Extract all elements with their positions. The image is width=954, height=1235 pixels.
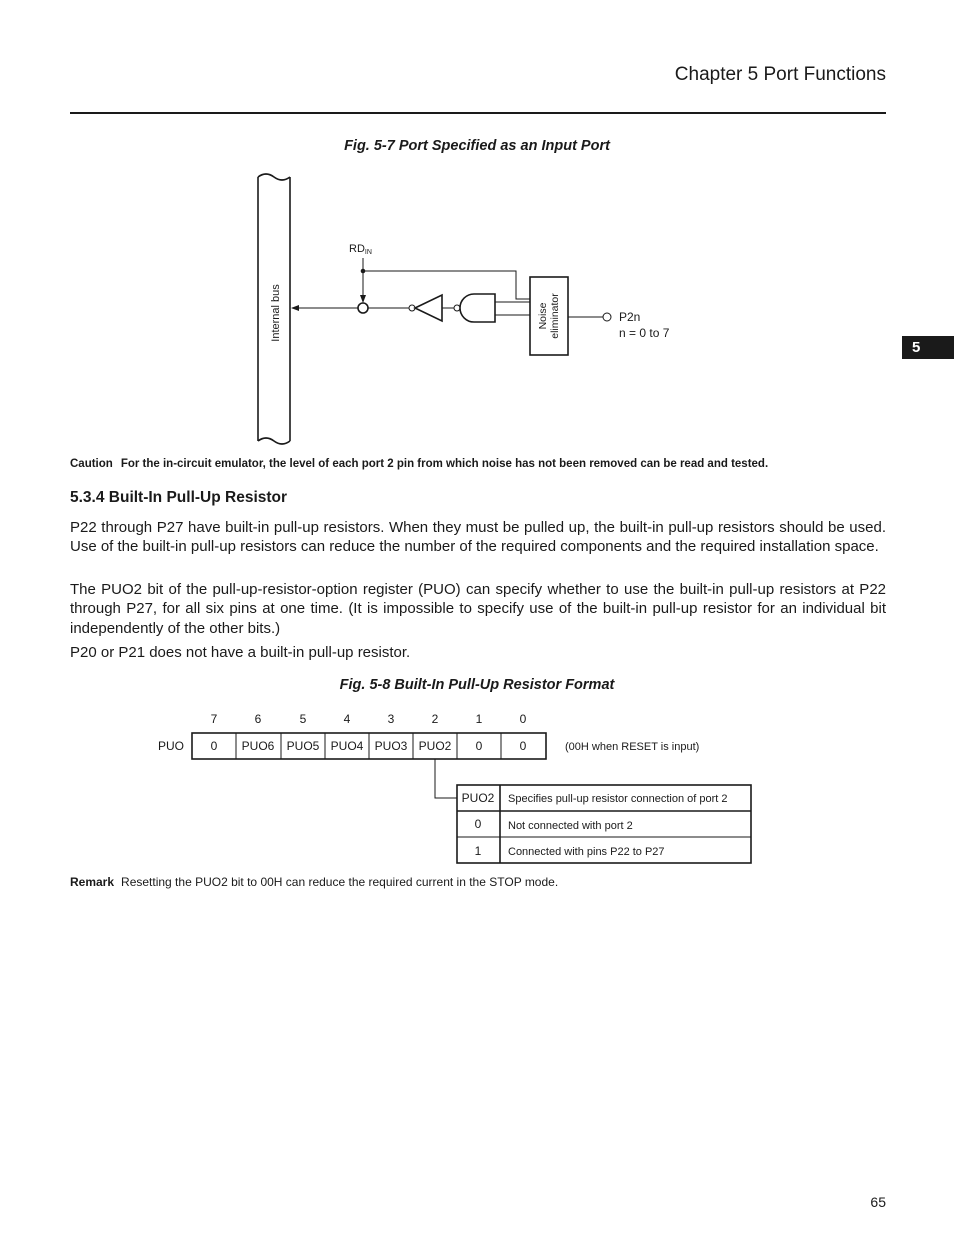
bit-number: 3 <box>387 712 395 726</box>
table-header-description: Specifies pull-up resistor connection of port 2 <box>508 793 728 805</box>
chapter-tab: 5 <box>902 336 954 359</box>
table-cell-description: Not connected with port 2 <box>508 820 633 832</box>
connector-line <box>435 759 457 798</box>
reset-note: (00H when RESET is input) <box>565 741 700 753</box>
pin-range-label: n = 0 to 7 <box>619 326 670 340</box>
register-bit: PUO6 <box>241 739 275 753</box>
pin-label: P2n <box>619 310 641 324</box>
noise-eliminator-label-2: eliminator <box>549 293 561 339</box>
register-bit: 0 <box>519 739 527 753</box>
rd-in-label: RDIN <box>349 243 372 256</box>
bit-number: 4 <box>343 712 351 726</box>
bit-number: 2 <box>431 712 439 726</box>
paragraph-2: The PUO2 bit of the pull-up-resistor-option register (PUO) can specify whether to use the built-in pull-up resistors at P22 through P27, for all six pins at one time. (It is impossible to specify use of the built-in pull-up resistor for an individual bit independently of the other bits.) <box>70 581 886 637</box>
noise-eliminator-label-1: Noise <box>537 302 549 330</box>
bit-number: 0 <box>519 712 527 726</box>
pin-terminal-symbol <box>603 313 611 321</box>
figure-5-7-caption: Fig. 5-7 Port Specified as an Input Port <box>344 138 610 154</box>
internal-bus-label: Internal bus <box>270 284 282 342</box>
register-bit: 0 <box>210 739 218 753</box>
caution-text: For the in-circuit emulator, the level of each port 2 pin from which noise has not been removed can be read and tested. <box>120 458 769 470</box>
caution-note <box>70 458 768 470</box>
remark-note <box>70 875 558 889</box>
inverter-symbol <box>415 295 442 321</box>
figure-5-8-caption: Fig. 5-8 Built-In Pull-Up Resistor Format <box>339 677 615 693</box>
bit-number: 1 <box>475 712 483 726</box>
feedback-line <box>363 271 530 299</box>
remark-label: Remark <box>70 875 115 889</box>
bit-number: 6 <box>254 712 262 726</box>
table-cell-value: 1 <box>474 844 482 858</box>
and-gate-bubble <box>454 305 460 311</box>
remark-text: Resetting the PUO2 bit to 00H can reduce the required current in the STOP mode. <box>121 875 559 889</box>
page-number: 65 <box>870 1194 886 1210</box>
tristate-gate-symbol <box>358 303 368 313</box>
pull-up-resistor-format-diagram <box>0 700 954 870</box>
register-bit: 0 <box>475 739 483 753</box>
paragraph-1: P22 through P27 have built-in pull-up resistors. When they must be pulled up, the built-in pull-up resistors should be used. Use of the built-in pull-up resistors can reduce the number of the required components and the required installation space. <box>70 519 886 556</box>
and-gate-symbol <box>460 294 495 322</box>
bit-numbers <box>211 712 527 726</box>
bit-number: 7 <box>210 712 218 726</box>
paragraph-3: P20 or P21 does not have a built-in pull-up resistor. <box>70 644 411 661</box>
bit-number: 5 <box>299 712 307 726</box>
table-cell-description: Connected with pins P22 to P27 <box>508 846 665 858</box>
port-input-circuit-diagram <box>0 0 954 470</box>
register-name: PUO <box>157 739 185 753</box>
table-cell-value: 0 <box>474 817 482 831</box>
section-heading: 5.3.4 Built-In Pull-Up Resistor <box>70 489 288 506</box>
chapter-title: Chapter 5 Port Functions <box>674 64 886 85</box>
table-header-bit: PUO2 <box>461 791 495 805</box>
register-bit: PUO2 <box>418 739 452 753</box>
caution-label: Caution <box>70 458 113 470</box>
register-bit: PUO5 <box>286 739 320 753</box>
register-bit: PUO3 <box>374 739 408 753</box>
register-bit: PUO4 <box>330 739 364 753</box>
